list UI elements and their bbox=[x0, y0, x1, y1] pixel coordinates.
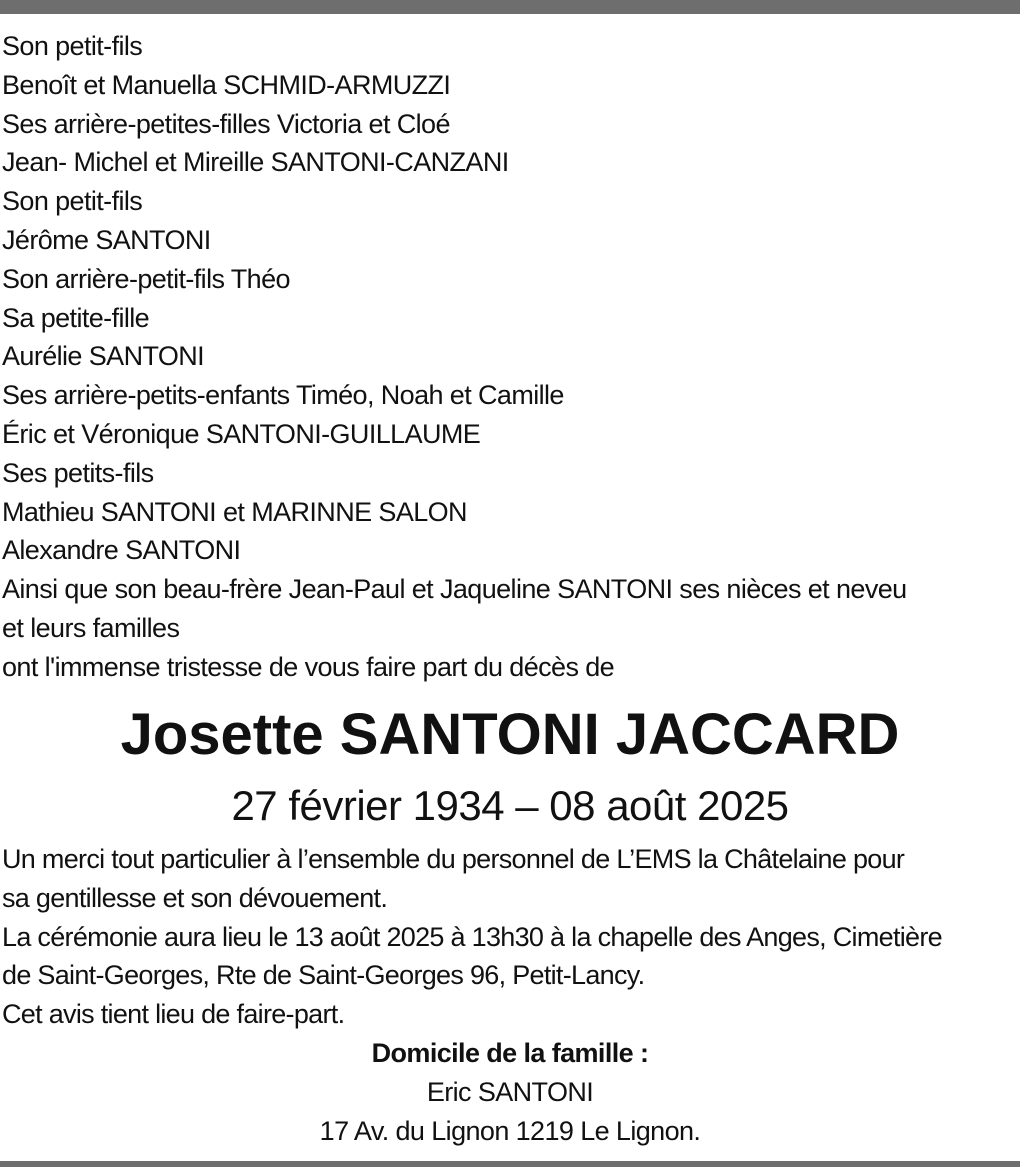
intro-line: Son petit-fils bbox=[2, 186, 143, 217]
outro-line: sa gentillesse et son dévouement. bbox=[2, 882, 388, 913]
outro-line: Cet avis tient lieu de faire-part. bbox=[2, 999, 345, 1030]
address-contact-name: Eric SANTONI bbox=[426, 1077, 594, 1107]
intro-line: Alexandre SANTONI bbox=[2, 535, 241, 566]
intro-line: Ainsi que son beau-frère Jean-Paul et Jaqueline SANTONI ses nièces et neveu bbox=[2, 574, 907, 605]
bottom-border-rule bbox=[0, 1161, 1020, 1167]
intro-line: Jean- Michel et Mireille SANTONI-CANZANI bbox=[2, 147, 509, 178]
intro-line: ont l'immense tristesse de vous faire part du décès de bbox=[2, 651, 615, 682]
intro-line: Son petit-fils bbox=[2, 31, 143, 61]
intro-line: Aurélie SANTONI bbox=[2, 341, 205, 372]
intro-line: Mathieu SANTONI et MARINNE SALON bbox=[2, 496, 467, 527]
outro-line: de Saint-Georges, Rte de Saint-Georges 96, Petit-Lancy. bbox=[2, 960, 645, 991]
deceased-name: Josette SANTONI JACCARD bbox=[120, 702, 900, 767]
intro-line: Ses petits-fils bbox=[2, 457, 154, 488]
intro-line: Sa petite-fille bbox=[2, 302, 150, 333]
intro-line: Éric et Véronique SANTONI-GUILLAUME bbox=[2, 418, 481, 449]
family-address-block bbox=[0, 1034, 1020, 1151]
intro-line: Jérôme SANTONI bbox=[2, 224, 211, 255]
life-dates: 27 février 1934 – 08 août 2025 bbox=[231, 782, 789, 829]
outro-line: La cérémonie aura lieu le 13 août 2025 à 13h30 à la chapelle des Anges, Cimetière bbox=[2, 921, 942, 952]
intro-line: et leurs familles bbox=[2, 612, 180, 643]
intro-line: Ses arrière-petites-filles Victoria et Cloé bbox=[2, 108, 450, 139]
address-street: 17 Av. du Lignon 1219 Le Lignon. bbox=[319, 1116, 701, 1146]
intro-line: Ses arrière-petits-enfants Timéo, Noah et Camille bbox=[2, 380, 564, 411]
address-heading: Domicile de la famille : bbox=[371, 1038, 649, 1068]
closing-paragraph bbox=[2, 840, 1018, 1034]
family-announcement-list bbox=[2, 27, 1018, 687]
top-border-rule bbox=[0, 0, 1020, 14]
outro-line: Un merci tout particulier à l’ensemble du personnel de L’EMS la Châtelaine pour bbox=[2, 844, 905, 874]
intro-line: Benoît et Manuella SCHMID-ARMUZZI bbox=[2, 69, 451, 100]
intro-line: Son arrière-petit-fils Théo bbox=[2, 263, 290, 294]
